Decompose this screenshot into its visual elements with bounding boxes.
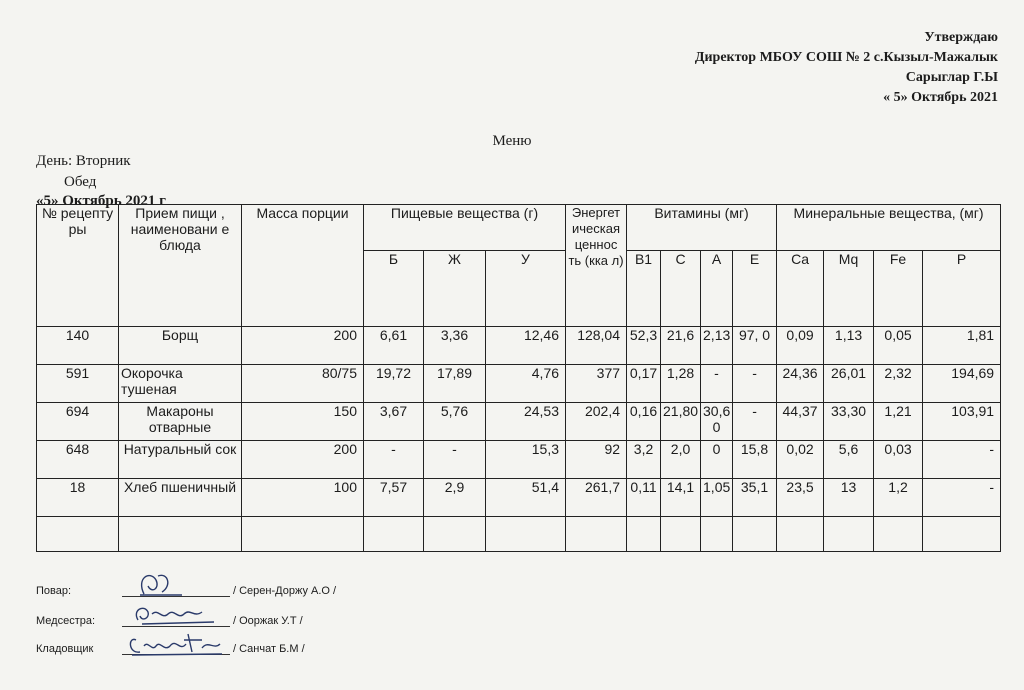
recipe-cell: 648 — [37, 441, 119, 479]
signature-cook — [36, 584, 336, 597]
mass-cell: 200 — [242, 327, 364, 365]
a-cell: - — [701, 365, 733, 403]
fe-cell: 2,32 — [874, 365, 923, 403]
approval-block — [695, 28, 998, 108]
approval-line-4: « 5» Октябрь 2021 — [883, 90, 998, 105]
ca-cell: 0,02 — [777, 441, 824, 479]
zh-cell: - — [424, 441, 486, 479]
ca-cell: 24,36 — [777, 365, 824, 403]
recipe-cell: 591 — [37, 365, 119, 403]
signature-role: Кладовщик — [36, 643, 94, 655]
fe-cell: 1,21 — [874, 403, 923, 441]
recipe-cell: 694 — [37, 403, 119, 441]
u-cell: 24,53 — [486, 403, 566, 441]
a-cell: 30,6 0 — [701, 403, 733, 441]
col-ca-header: Ca — [777, 251, 824, 327]
handwritten-signature-icon — [122, 598, 222, 628]
mg-cell: 26,01 — [824, 365, 874, 403]
empty-row — [37, 517, 1001, 552]
a-cell: 2,13 — [701, 327, 733, 365]
col-fe-header: Fe — [874, 251, 923, 327]
recipe-cell: 140 — [37, 327, 119, 365]
energy-cell: 377 — [566, 365, 627, 403]
recipe-cell: 18 — [37, 479, 119, 517]
p-cell: 194,69 — [923, 365, 1001, 403]
mg-cell: 5,6 — [824, 441, 874, 479]
col-u-header: У — [486, 251, 566, 327]
meal-label: Обед — [64, 174, 97, 190]
fe-cell: 1,2 — [874, 479, 923, 517]
u-cell: 51,4 — [486, 479, 566, 517]
u-cell: 12,46 — [486, 327, 566, 365]
energy-cell: 261,7 — [566, 479, 627, 517]
c-cell: 1,28 — [661, 365, 701, 403]
signature-line — [122, 642, 230, 655]
handwritten-signature-icon — [122, 626, 228, 658]
signature-name: / Серен-Доржу А.О / — [233, 585, 337, 597]
b-cell: - — [364, 441, 424, 479]
e-cell: 35,1 — [733, 479, 777, 517]
b-cell: 7,57 — [364, 479, 424, 517]
ca-cell: 0,09 — [777, 327, 824, 365]
zh-cell: 2,9 — [424, 479, 486, 517]
mg-cell: 1,13 — [824, 327, 874, 365]
day-label: День: Вторник — [36, 153, 131, 169]
col-dish-header: Прием пищи , наименовани е блюда — [119, 205, 242, 327]
a-cell: 1,05 — [701, 479, 733, 517]
signature-line — [122, 584, 230, 597]
col-nutrients-header: Пищевые вещества (г) — [364, 205, 566, 251]
fe-cell: 0,03 — [874, 441, 923, 479]
signature-name: / Санчат Б.М / — [233, 643, 305, 655]
e-cell: - — [733, 365, 777, 403]
col-minerals-header: Минеральные вещества, (мг) — [777, 205, 1001, 251]
dish-cell: Хлеб пшеничный — [119, 479, 242, 517]
mass-cell: 100 — [242, 479, 364, 517]
p-cell: 1,81 — [923, 327, 1001, 365]
dish-cell: Натуральный сок — [119, 441, 242, 479]
dish-cell: Окорочка тушеная — [119, 365, 242, 403]
col-p-header: P — [923, 251, 1001, 327]
mass-cell: 80/75 — [242, 365, 364, 403]
approval-line-3: Сарыглар Г.Ы — [905, 70, 998, 85]
b-cell: 6,61 — [364, 327, 424, 365]
mass-cell: 200 — [242, 441, 364, 479]
col-mg-header: Mq — [824, 251, 874, 327]
energy-cell: 128,04 — [566, 327, 627, 365]
col-e-header: E — [733, 251, 777, 327]
signature-role: Повар: — [36, 585, 72, 597]
signature-name: / Ооржак У.Т / — [233, 615, 303, 627]
zh-cell: 17,89 — [424, 365, 486, 403]
col-vitamins-header: Витамины (мг) — [627, 205, 777, 251]
signature-role: Медсестра: — [36, 615, 96, 627]
a-cell: 0 — [701, 441, 733, 479]
energy-cell: 202,4 — [566, 403, 627, 441]
date-label: «5» Октябрь 2021 г — [36, 193, 166, 209]
signature-storekeeper — [36, 642, 305, 655]
col-zh-header: Ж — [424, 251, 486, 327]
ca-cell: 23,5 — [777, 479, 824, 517]
col-b-header: Б — [364, 251, 424, 327]
c-cell: 2,0 — [661, 441, 701, 479]
table-row — [37, 403, 1001, 441]
dish-cell: Борщ — [119, 327, 242, 365]
c-cell: 21,6 — [661, 327, 701, 365]
col-b1-header: B1 — [627, 251, 661, 327]
ca-cell: 44,37 — [777, 403, 824, 441]
b-cell: 3,67 — [364, 403, 424, 441]
col-recipe-header: № рецепту ры — [37, 205, 119, 327]
p-cell: 103,91 — [923, 403, 1001, 441]
table-row — [37, 365, 1001, 403]
u-cell: 15,3 — [486, 441, 566, 479]
page-title: Меню — [492, 133, 532, 149]
col-energy-header: Энергет ическая ценнос ть (кка л) — [566, 205, 627, 327]
table-row — [37, 441, 1001, 479]
b1-cell: 3,2 — [627, 441, 661, 479]
p-cell: - — [923, 479, 1001, 517]
fe-cell: 0,05 — [874, 327, 923, 365]
c-cell: 14,1 — [661, 479, 701, 517]
energy-cell: 92 — [566, 441, 627, 479]
handwritten-signature-icon — [122, 568, 202, 598]
b1-cell: 0,17 — [627, 365, 661, 403]
b-cell: 19,72 — [364, 365, 424, 403]
approval-line-2: Директор МБОУ СОШ № 2 с.Кызыл-Мажалык — [694, 50, 998, 65]
zh-cell: 5,76 — [424, 403, 486, 441]
menu-table — [36, 204, 1001, 552]
e-cell: - — [733, 403, 777, 441]
col-a-header: A — [701, 251, 733, 327]
mg-cell: 33,30 — [824, 403, 874, 441]
col-mass-header: Масса порции — [242, 205, 364, 327]
mg-cell: 13 — [824, 479, 874, 517]
table-row — [37, 479, 1001, 517]
b1-cell: 52,3 — [627, 327, 661, 365]
mass-cell: 150 — [242, 403, 364, 441]
b1-cell: 0,16 — [627, 403, 661, 441]
e-cell: 97, 0 — [733, 327, 777, 365]
b1-cell: 0,11 — [627, 479, 661, 517]
c-cell: 21,80 — [661, 403, 701, 441]
dish-cell: Макароны отварные — [119, 403, 242, 441]
e-cell: 15,8 — [733, 441, 777, 479]
zh-cell: 3,36 — [424, 327, 486, 365]
col-c-header: C — [661, 251, 701, 327]
table-row — [37, 327, 1001, 365]
u-cell: 4,76 — [486, 365, 566, 403]
p-cell: - — [923, 441, 1001, 479]
approval-line-1: Утверждаю — [924, 30, 998, 45]
